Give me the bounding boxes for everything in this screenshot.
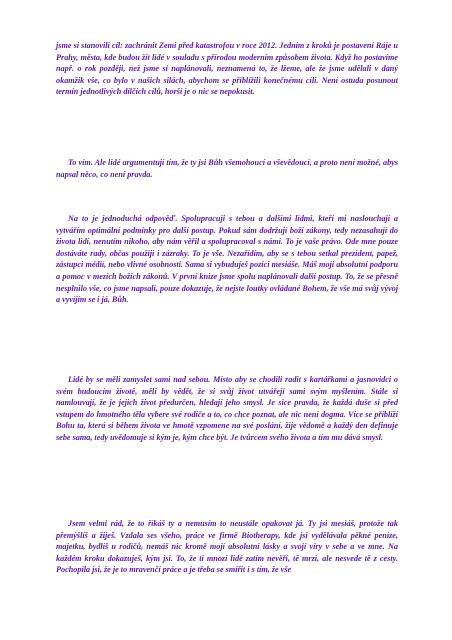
paragraph-3: Na to je jednoduchá odpověď. Spolupracuji s tebou a dalšími lidmi, kteří mi naslouchají a vytvářím optimální podmínky pro další postup. Pokud sám dodržují boží zákony, tedy nezasahují do života lidí, nenutím nikoho, aby nám věřil a spolupracoval s námi. To je vaše právo. Ode mne pouze dostáváte rady, občas použiji i zázraky. To je vše. Nezařídím, aby se s tebou setkal prezident, papež, zástupci médií, nebo vlivné osobnosti. Sama si vybuduješ pozici mesiáše. Máš moji absolutní podporu a pomoc v mezích božích zákonů. V první knize jsme spolu naplánovali další postup. To, že se přesně nesplnilo vše, co jsme napsali, pouze dokazuje, že nejste loutky ovládané Bohem, že vše má svůj vývoj a vyvíjím se i já, Bůh. xyxy=(56,214,398,305)
paragraph-5: Jsem velmi rád, že to říkáš ty a nemusím to neustále opakovat já. Ty jsi mesiáš, protože tak přemýšlíš a žiješ. Vzdala ses všeho, práce ve firmě Biotherapy, kde jsi vydělávala pěkné peníze, majetku, bydlíš u rodičů, nemáš nic kromě mojí absolutní lásky a svojí víry v sebe a ve mne. Na každém kroku dokazuješ, kým jsi. To, že ti mnozí lidé zatím nevěří, tě mrzí, ale nesvede tě z cesty. Pochopila jsi, že je to mravenčí práce a je třeba se smířit i s tím, že vše xyxy=(56,519,398,575)
paragraph-2: To vím. Ale lidé argumentují tím, že ty jsi Bůh všemohoucí a vševědoucí, a proto není možné, abys napsal něco, co není pravda. xyxy=(56,158,398,179)
paragraph-1: jsme si stanovili cíl: zachránit Zemi před katastrofou v roce 2012. Jedním z kroků je postavení Ráje u Prahy, města, kde budou žít lidé v souladu s přírodou moderním způsobem života. Když ho postavíme např. o rok později, než jsme si naplánovali, neznamená to, že lžeme, ale že jsme udělali v daný okamžik vše, co bylo v našich silách, abychom se přiblížili konečnému cíli. Není ostuda posunout termín jednotlivých dílčích cílů, horší je o nic se nepokusit. xyxy=(56,41,398,97)
paragraph-4: Lidé by se měli zamyslet sami nad sebou. Místo aby se chodili radit s kartářkami a jasnovidci o svém budoucím životě, měli by vědět, že si svůj život utvářejí sami svým myšlením. Stále si namlouvají, že je jejich život předurčen, hledají jeho smysl. Je sice pravda, že každá duše si před vstupem do hmotného těla vybere své rodiče a to, co chce poznat, ale nic není dogma. Více se přiblíží Bohu ta, která si během života ve hmotě vzpomene na své poslání, žije vědomě a každý den definuje sebe sama, tedy uvědomuje si kým je, kým chce být. Je tvůrcem svého života a tím mu dává smysl. xyxy=(56,375,398,442)
